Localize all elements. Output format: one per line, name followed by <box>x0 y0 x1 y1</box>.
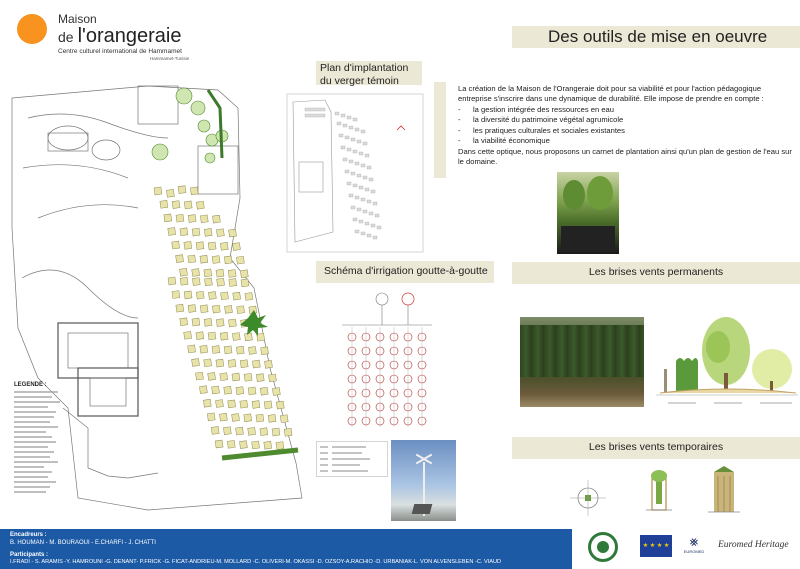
temporary-heading: Les brises vents temporaires <box>588 441 724 454</box>
orchard-plan-drawing <box>285 92 425 254</box>
brand-logo-circle <box>17 14 47 44</box>
nursery-photo <box>557 172 619 254</box>
euromed-label: EUROMED <box>683 549 705 554</box>
permanent-heading: Les brises vents permanents <box>588 266 724 279</box>
irrigation-heading: Schéma d'irrigation goutte-à-goutte <box>324 265 488 278</box>
temporary-windbreak-drawings <box>560 462 760 518</box>
brand-subtitle: Centre culturel international de Hammamet <box>58 48 182 55</box>
intro-list <box>458 105 794 147</box>
irrigation-heading-bar <box>316 261 494 283</box>
windbreak-illustration <box>656 315 798 415</box>
participants-label: Participants : <box>10 551 49 558</box>
page-title: Des outils de mise en oeuvre <box>548 27 768 46</box>
irrigation-legend <box>316 441 388 477</box>
plan-heading: Plan d'implantation du verger témoin <box>320 62 409 88</box>
encadreurs-label: Encadreurs : <box>10 532 47 538</box>
eu-flag-logo: ★ ★ ★ ★ <box>640 535 672 557</box>
footer-bar <box>0 529 572 569</box>
wind-turbine-photo <box>391 440 456 521</box>
drip-emitters <box>348 333 426 425</box>
intro-accent-bar <box>434 82 446 178</box>
permanent-heading-bar <box>512 262 800 284</box>
intro-item: - la diversité du patrimoine végétal agrumicole <box>458 115 794 125</box>
brand-name: l'orangeraie <box>77 25 182 47</box>
intro-item: - la viabilité économique <box>458 136 794 146</box>
master-plan-drawing <box>8 78 308 518</box>
intro-text <box>458 84 794 168</box>
euromed-heritage-logo: Euromed Heritage <box>718 540 789 550</box>
plan-heading-bar <box>316 61 422 88</box>
brand-de: de <box>58 29 74 45</box>
plan-legend <box>14 382 60 492</box>
windbreak-photo <box>520 317 644 407</box>
intro-item: - la gestion intégrée des ressources en eau <box>458 105 794 115</box>
intro-lead: La création de la Maison de l'Orangeraie doit pour sa viabilité et pour l'action pédagogique entreprise s'inscrire dans une dynamique de durabilité. Elle impose de prendre en compte : <box>458 84 764 104</box>
brand-maison: Maison <box>58 12 97 26</box>
citrus-tree-grid <box>154 177 294 461</box>
intro-conclusion: Dans cette optique, nous proposons un carnet de plantation ainsi qu'un plan de gestion de l'eau sur le domaine. <box>458 146 792 167</box>
brand-block <box>58 12 258 61</box>
palm-icon <box>240 310 268 336</box>
windbreak-line <box>222 450 298 458</box>
brand-location: Hammamet-Tunisie <box>150 56 190 61</box>
encadreurs-names: B. HOUMAN - M. BOURAOUI - E.CHARFI - J. CHATTI <box>10 539 156 546</box>
partner-logos <box>572 524 800 569</box>
participants-names: I.FRADI - S. ARAMIS -Y. HAMROUNI -G. DENANT- P.FRICK -G. FICAT-ANDRIEU-M. MOLLARD -C. OLIVERI-M. OKASSI -D. OZSOY-A.RACHIO -D. URBANIAK-L. VON ALVENSLEBEN -C. VIAUD <box>10 559 502 566</box>
temporary-heading-bar <box>512 437 800 459</box>
euromed-logo: ⨳ EUROMED <box>678 533 710 563</box>
intro-item: - les pratiques culturales et sociales existantes <box>458 126 794 136</box>
orchard-green-trees <box>152 88 228 163</box>
irrigation-diagram <box>312 287 462 437</box>
page-title-bar <box>512 26 800 48</box>
institution-seal-logo <box>588 532 618 562</box>
legend-title: LEGENDE : <box>14 382 47 388</box>
